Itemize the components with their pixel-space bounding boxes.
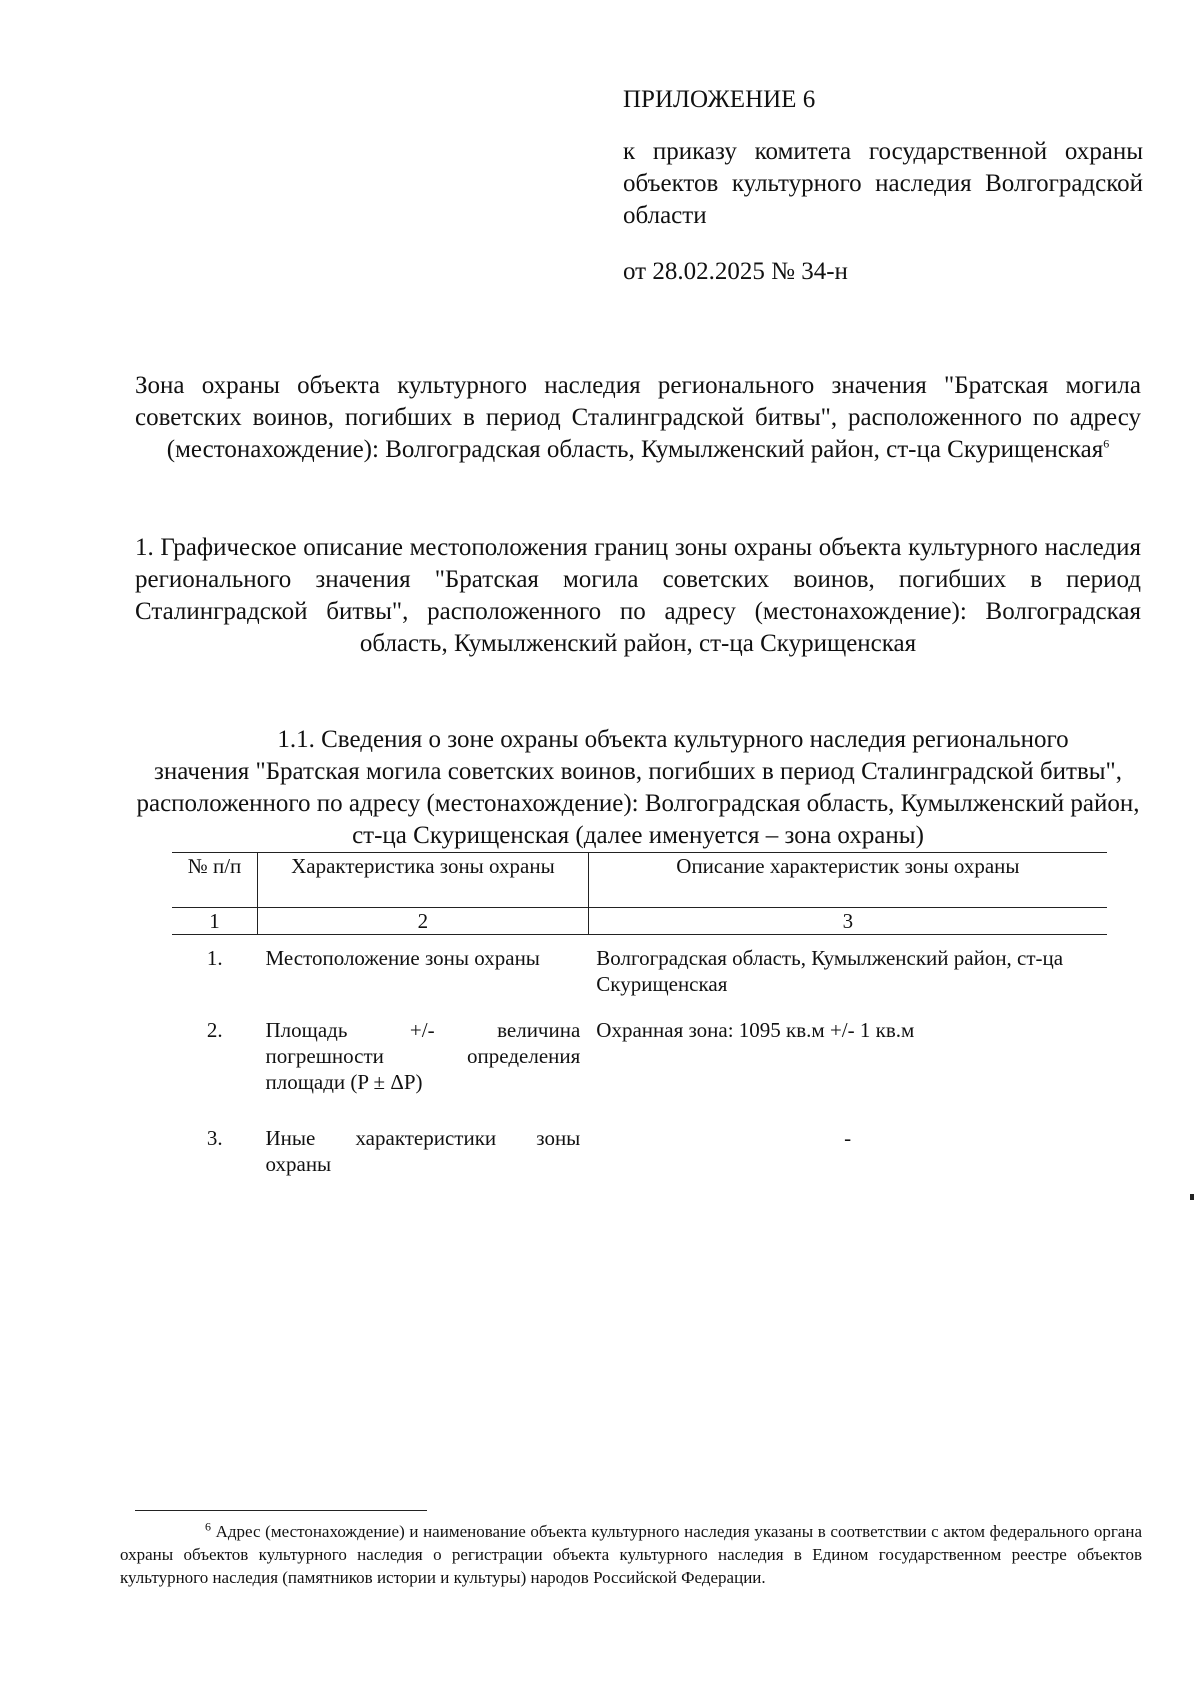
column-number-1: 1: [172, 908, 258, 935]
zone-title: [135, 370, 1141, 466]
row-number: 2.: [206, 1018, 223, 1042]
zone-title-text: Зона охраны объекта культурного наследия регионального значения "Братская могила советских воинов, погибших в период Сталинградской битвы", расположенного по адресу (местонахождение): Волгоградская область, Кумылженский район, ст-ца Скурищенская: [135, 372, 1141, 463]
row-characteristic: Площадь +/- величина погрешности определения площади (P ± ΔP): [265, 1018, 581, 1094]
scan-artifact-dot: [1190, 1194, 1194, 1200]
appendix-order-date: от 28.02.2025 № 34-н: [623, 258, 848, 285]
table-row: [172, 935, 1107, 1008]
footnote-text: Адрес (местонахождение) и наименование объекта культурного наследия указаны в соответствии с актом федерального органа охраны объектов культурного наследия о регистрации объекта культурного наследия в Едином государственном реестре объектов культурного наследия (памятников истории и культуры) народов Российской Федерации.: [120, 1522, 1142, 1587]
row-number: 3.: [206, 1126, 223, 1150]
table-row: [172, 1007, 1107, 1115]
section-1-1-heading: [135, 724, 1141, 852]
section-1-heading: 1. Графическое описание местоположения границ зоны охраны объекта культурного наследия регионального значения "Братская могила советских воинов, погибших в период Сталинградской битвы", расположенного по адресу (местонахождение): Волгоградская область, Кумылженский район, ст-ца Скурищенская: [135, 534, 1141, 657]
column-number-3: 3: [588, 908, 1107, 935]
section-1-1-first-line: 1.1. Сведения о зоне охраны объекта культурного наследия регионального: [277, 726, 1069, 753]
row-description: Охранная зона: 1095 кв.м +/- 1 кв.м: [596, 1018, 915, 1042]
row-characteristic: Местоположение зоны охраны: [265, 946, 540, 970]
appendix-block: [623, 84, 1143, 288]
row-description: Волгоградская область, Кумылженский район, ст-ца Скурищенская: [596, 946, 1064, 996]
row-characteristic: Иные характеристики зоны охраны: [265, 1126, 581, 1176]
zone-info-table: [172, 852, 1107, 1185]
header-description: Описание характеристик зоны охраны: [588, 853, 1107, 908]
column-number-2: 2: [258, 908, 589, 935]
table-header-row: [172, 853, 1107, 908]
zone-title-footnote-mark: 6: [1103, 436, 1110, 451]
row-number: 1.: [206, 946, 223, 970]
footnote: [120, 1520, 1142, 1589]
section-1-1-rest: значения "Братская могила советских воинов, погибших в период Сталинградской битвы", расположенного по адресу (местонахождение): Волгоградская область, Кумылженский район, ст-ца Скурищенская (далее именуется – зона охраны): [136, 758, 1140, 849]
row-description: -: [844, 1126, 852, 1150]
appendix-title: ПРИЛОЖЕНИЕ 6: [623, 86, 816, 113]
footnote-mark: 6: [205, 1519, 211, 1534]
table-column-numbers-row: [172, 908, 1107, 935]
footnote-separator: [135, 1510, 427, 1511]
appendix-order-reference: к приказу комитета государственной охраны объектов культурного наследия Волгоградской области: [623, 138, 1143, 229]
table-row: [172, 1115, 1107, 1185]
header-characteristic: Характеристика зоны охраны: [258, 853, 589, 908]
header-number: № п/п: [172, 853, 258, 908]
